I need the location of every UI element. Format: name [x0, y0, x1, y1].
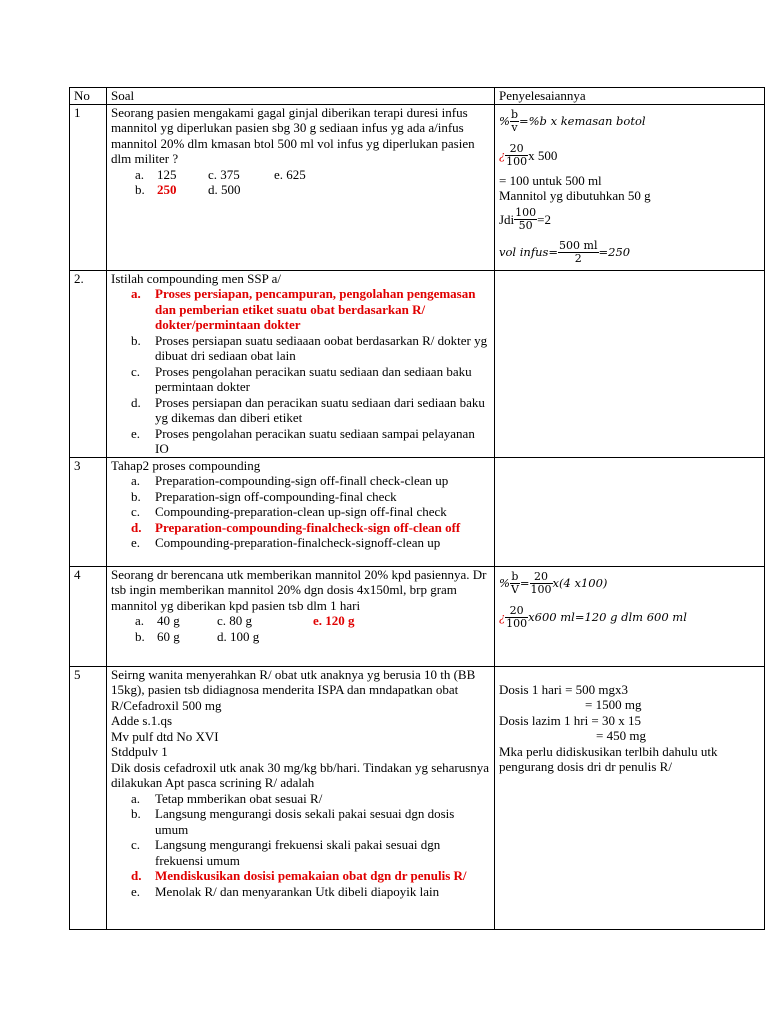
- table-row-q4: [70, 566, 765, 666]
- q4-opt-a-marker: a.: [135, 613, 145, 628]
- q5-line: Mv pulf dtd No XVI: [111, 728, 219, 744]
- q1-opt-b-marker: b.: [135, 182, 145, 197]
- q3-options: [111, 473, 490, 551]
- q1-sol-formula5: Jdi $\frac{100}{50}$ =2: [499, 206, 552, 232]
- q2-option-b: b. Proses persiapan suatu sediaaan oobat berdasarkan R/ dokter yg dibuat dri sediaan obat lain: [131, 332, 488, 363]
- q1-opt-a-value: 125: [157, 166, 177, 182]
- q2-option-e: e. Proses pengolahan peracikan suatu sediaan sampai pelayanan IO: [131, 425, 475, 456]
- q4-opt-c: c. 80 g: [217, 613, 253, 628]
- q3-option-d: d. Preparation-compounding-finalcheck-sign off-clean off: [131, 519, 461, 535]
- q5-solution: [495, 666, 765, 929]
- header-no: No: [70, 88, 107, 105]
- q5-question: [107, 666, 495, 929]
- table-row-q5: [70, 666, 765, 929]
- q4-solution: [495, 566, 765, 666]
- table-row-q2: [70, 270, 765, 457]
- q4-opt-b-marker: b.: [135, 628, 145, 644]
- q3-question: [107, 457, 495, 566]
- q3-text: Tahap2 proses compounding: [111, 457, 261, 473]
- q2-options: [111, 286, 490, 457]
- q4-text: Seorang dr berencana utk memberikan mannitol 20% kpd pasiennya. Dr tsb ingin memberikan mannitol 20% dgn dosis 4x150ml, brp gram mannitol yg diberikan kpd pasien tsb dlm 1 hari: [111, 566, 487, 613]
- q5-options: [111, 791, 490, 900]
- q1-sol-formula6: vol infus= $\frac{500 ml}{2}$ =250: [499, 239, 631, 265]
- q2-option-a: a. Proses persiapan, pencampuran, pengolahan pengemasan dan pemberian etiket suatu obat berdasarkan R/ dokter/permintaan dokter: [131, 286, 476, 332]
- q5-line: R/Cefadroxil 500 mg: [111, 697, 222, 713]
- quiz-table: [69, 87, 765, 930]
- q5-option-d: d. Mendiskusikan dosisi pemakaian obat dgn dr penulis R/: [131, 868, 467, 883]
- q1-opt-a-marker: a.: [135, 166, 145, 182]
- q1-text: Seorang pasien mengakami gagal ginjal diberikan terapi duresi infus mannitol yg diperlukan pasien sbg 30 g sediaan infus yg ada a/infus mannitol 20% dlm kmasan btol 500 ml vol infus yg diperlukan pasien dlm militer ?: [111, 104, 475, 166]
- q5-line: Dik dosis cefadroxil utk anak 30 mg/kg bb/hari. Tindakan yg seharusnya dilakukan Apt pasca scrining R/ adalah: [111, 759, 490, 790]
- q5-option-e: e. Menolak R/ dan menyarankan Utk dibeli diapoyik lain: [131, 883, 440, 899]
- q1-question: [107, 104, 495, 270]
- q4-sol-formula2: ¿ 20 100 x600 ml=120 g dlm 600 ml: [499, 604, 687, 630]
- q1-number: 1: [70, 104, 107, 270]
- q1-sol-line3: = 100 untuk 500 ml: [499, 172, 602, 188]
- q1-opt-c: c. 375: [208, 166, 240, 182]
- q2-option-c: c. Proses pengolahan peracikan suatu sediaan dan sediaan baku permintaan dokter: [131, 363, 472, 394]
- q5-sol-line: Mka perlu didiskusikan terlbih dahulu utk pengurang dosis dri dr penulis R/: [499, 743, 718, 774]
- q2-text: Istilah compounding men SSP a/: [111, 270, 281, 286]
- q3-option-b: b. Preparation-sign off-compounding-final check: [131, 488, 397, 504]
- q5-sol-line: Dosis 1 hari = 500 mgx3: [499, 681, 629, 697]
- header-soal: Soal: [107, 88, 495, 105]
- q3-solution: [495, 457, 765, 566]
- q1-options-row2: [111, 182, 490, 198]
- q5-line: Stddpulv 1: [111, 744, 168, 759]
- q1-sol-formula2: ¿ 20 100 x 500: [499, 142, 558, 168]
- q5-sol-line: = 450 mg: [596, 728, 646, 743]
- header-penyelesaian: Penyelesaiannya: [495, 88, 765, 105]
- q1-opt-d: d. 500: [208, 182, 241, 197]
- q2-option-d: d. Proses persiapan dan peracikan suatu sediaan dari sediaan baku yg dikemas dan diberi etiket: [131, 394, 485, 425]
- q3-option-e: e. Compounding-preparation-finalcheck-signoff-clean up: [131, 535, 441, 550]
- q2-number: 2.: [70, 270, 107, 457]
- q4-opt-d: d. 100 g: [217, 628, 260, 644]
- q5-line: Adde s.1.qs: [111, 713, 173, 728]
- table-row-q3: [70, 457, 765, 566]
- q5-line: Seirng wanita menyerahkan R/ obat utk anaknya yg berusia 10 th (BB 15kg), pasien tsb didiagnosa menderita ISPA dan mndapatkan obat: [111, 666, 476, 697]
- q4-options-row2: [111, 629, 490, 645]
- q1-solution: [495, 104, 765, 270]
- q1-sol-formula1: % $\frac{b}{v}$ =%b x kemasan botol: [499, 108, 646, 134]
- q1-opt-e: e. 625: [274, 166, 306, 182]
- q4-sol-formula1: % $\frac{b}{V}$ = $\frac{20}{100}$ x(4 x100): [499, 570, 608, 596]
- q5-sol-line: = 1500 mg: [585, 697, 642, 712]
- q4-opt-a-value: 40 g: [157, 613, 180, 628]
- header-row: [70, 88, 765, 105]
- q3-option-a: a. Preparation-compounding-sign off-finall check-clean up: [131, 473, 449, 488]
- q1-options-row1: [111, 167, 490, 183]
- q3-number: 3: [70, 457, 107, 566]
- q2-solution: [495, 270, 765, 457]
- q1-opt-b-value: 250: [157, 182, 177, 197]
- q5-number: 5: [70, 666, 107, 929]
- q5-sol-line: Dosis lazim 1 hri = 30 x 15: [499, 712, 642, 728]
- q4-opt-b-value: 60 g: [157, 628, 180, 644]
- q3-option-c: c. Compounding-preparation-clean up-sign off-final check: [131, 504, 447, 519]
- q4-question: [107, 566, 495, 666]
- q2-question: [107, 270, 495, 457]
- q1-sol-line4: Mannitol yg dibutuhkan 50 g: [499, 188, 651, 203]
- q5-option-b: b. Langsung mengurangi dosis sekali pakai sesuai dgn dosis umum: [131, 806, 455, 837]
- q5-option-a: a. Tetap mmberikan obat sesuai R/: [131, 790, 323, 806]
- table-row-q1: [70, 104, 765, 270]
- q5-option-c: c. Langsung mengurangi frekuensi skali pakai sesuai dgn frekuensi umum: [131, 837, 441, 868]
- q4-options-row1: [111, 613, 490, 629]
- q4-number: 4: [70, 566, 107, 666]
- q4-opt-e: e. 120 g: [313, 613, 355, 628]
